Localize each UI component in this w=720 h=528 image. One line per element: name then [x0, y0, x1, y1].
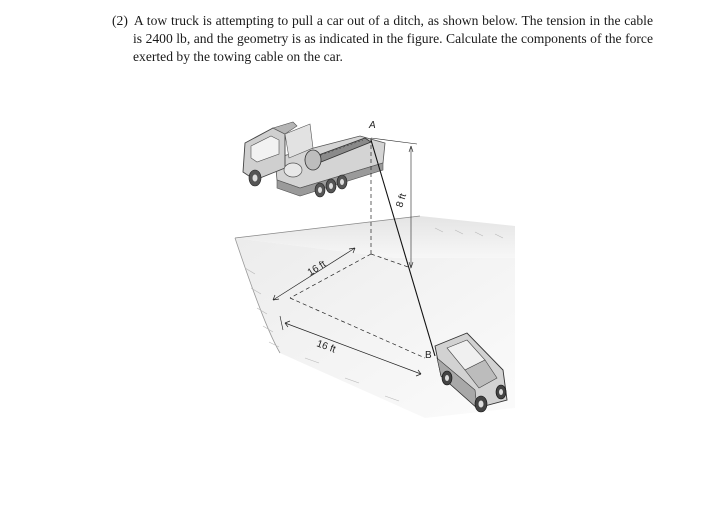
- tow-truck-figure: [185, 108, 535, 438]
- width-dimension-label: 16 ft: [305, 258, 329, 279]
- problem-statement: [112, 12, 653, 66]
- tow-truck: [243, 122, 385, 197]
- point-b-label: B: [425, 350, 432, 361]
- figure-illustration: [185, 108, 535, 438]
- point-a-label: A: [369, 120, 376, 131]
- problem-text: A tow truck is attempting to pull a car out of a ditch, as shown below. The tension in the cable is 2400 lb, and the geometry is as indicated in the figure. Calculate the components of the force exerted by the towing cable on the car.: [133, 13, 653, 64]
- problem-number: (2): [112, 13, 128, 28]
- depth-dimension-label: 16 ft: [314, 338, 338, 356]
- height-dimension-label: 8 ft: [394, 192, 410, 209]
